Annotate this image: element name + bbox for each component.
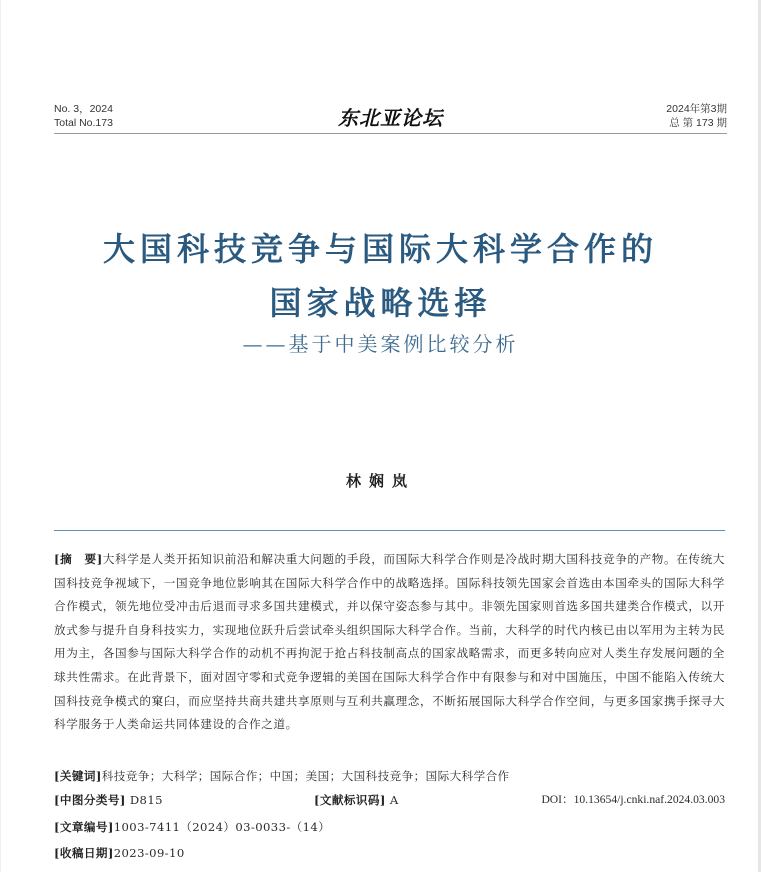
running-header [54, 102, 727, 132]
clc-value: D815 [129, 793, 163, 807]
received-date-value: 2023-09-10 [113, 846, 185, 860]
doi: DOI：10.13654/j.cnki.naf.2024.03.003 [541, 793, 725, 806]
author-name: 林娴岚 [345, 472, 415, 490]
clc-label: [中图分类号] [54, 793, 126, 807]
journal-name: 东北亚论坛 [338, 106, 443, 130]
issue-number-cn: 2024年第3期 [666, 103, 727, 115]
abstract-divider [54, 530, 725, 531]
page-edge-left [0, 0, 1, 872]
keywords [54, 766, 725, 786]
article-number-value: 1003-7411（2024）03-0033-（14） [113, 820, 331, 834]
received-date-row [54, 843, 725, 863]
title-line-1: 大国科技竞争与国际大科学合作的 [102, 230, 658, 268]
received-date-label: [收稿日期] [54, 846, 114, 860]
doc-code-value: A [389, 793, 399, 807]
article-title [40, 222, 721, 330]
header-divider [54, 133, 727, 134]
abstract-text: 大科学是人类开拓知识前沿和解决重大问题的手段，而国际大科学合作则是冷战时期大国科技竞争的产物。在传统大国科技竞争视域下，一国竞争地位影响其在国际大科学合作中的战略选择。国际科技领先国家会首选由本国牵头的国际大科学合作模式，领先地位受冲击后退而寻求多国共建模式，并以保守姿态参与其中。非领先国家则首选多国共建类合作模式，以开放式参与提升自身科技实力，实现地位跃升后尝试牵头组织国际大科学合作。当前，大科学的时代内核已由以军用为主转为民用为主，各国参与国际大科学合作的动机不再拘泥于抢占科技制高点的国家战略需求，而更多转向应对人类生存发展问题的全球共性需求。在此背景下，面对固守零和式竞争逻辑的美国在国际大科学合作中有限参与和对中国施压，中国不能陷入传统大国科技竞争模式的窠臼，而应坚持共商共建共享原则与互利共赢理念，不断拓展国际大科学合作空间，与更多国家携手探寻大科学服务于人类命运共同体建设的合作之道。 [54, 552, 725, 732]
article-subtitle: ——基于中美案例比较分析 [242, 332, 519, 356]
title-line-2: 国家战略选择 [269, 284, 492, 322]
issue-number-en: No. 3，2024 [54, 103, 113, 115]
abstract-label: [摘 要] [54, 552, 103, 566]
article-number-label: [文章编号] [54, 820, 114, 834]
clc-field [54, 790, 163, 810]
keywords-label: [关键词] [54, 769, 102, 783]
abstract [54, 548, 725, 737]
doc-code-label: [文献标识码] [314, 793, 386, 807]
total-number-en: Total No.173 [54, 117, 113, 129]
header-right [666, 102, 727, 130]
article-number-row [54, 817, 725, 837]
doc-code-field [314, 790, 399, 810]
keywords-text: 科技竞争；大科学；国际合作；中国；美国；大国科技竞争；国际大科学合作 [101, 769, 510, 783]
total-number-cn: 总 第 173 期 [669, 117, 727, 129]
